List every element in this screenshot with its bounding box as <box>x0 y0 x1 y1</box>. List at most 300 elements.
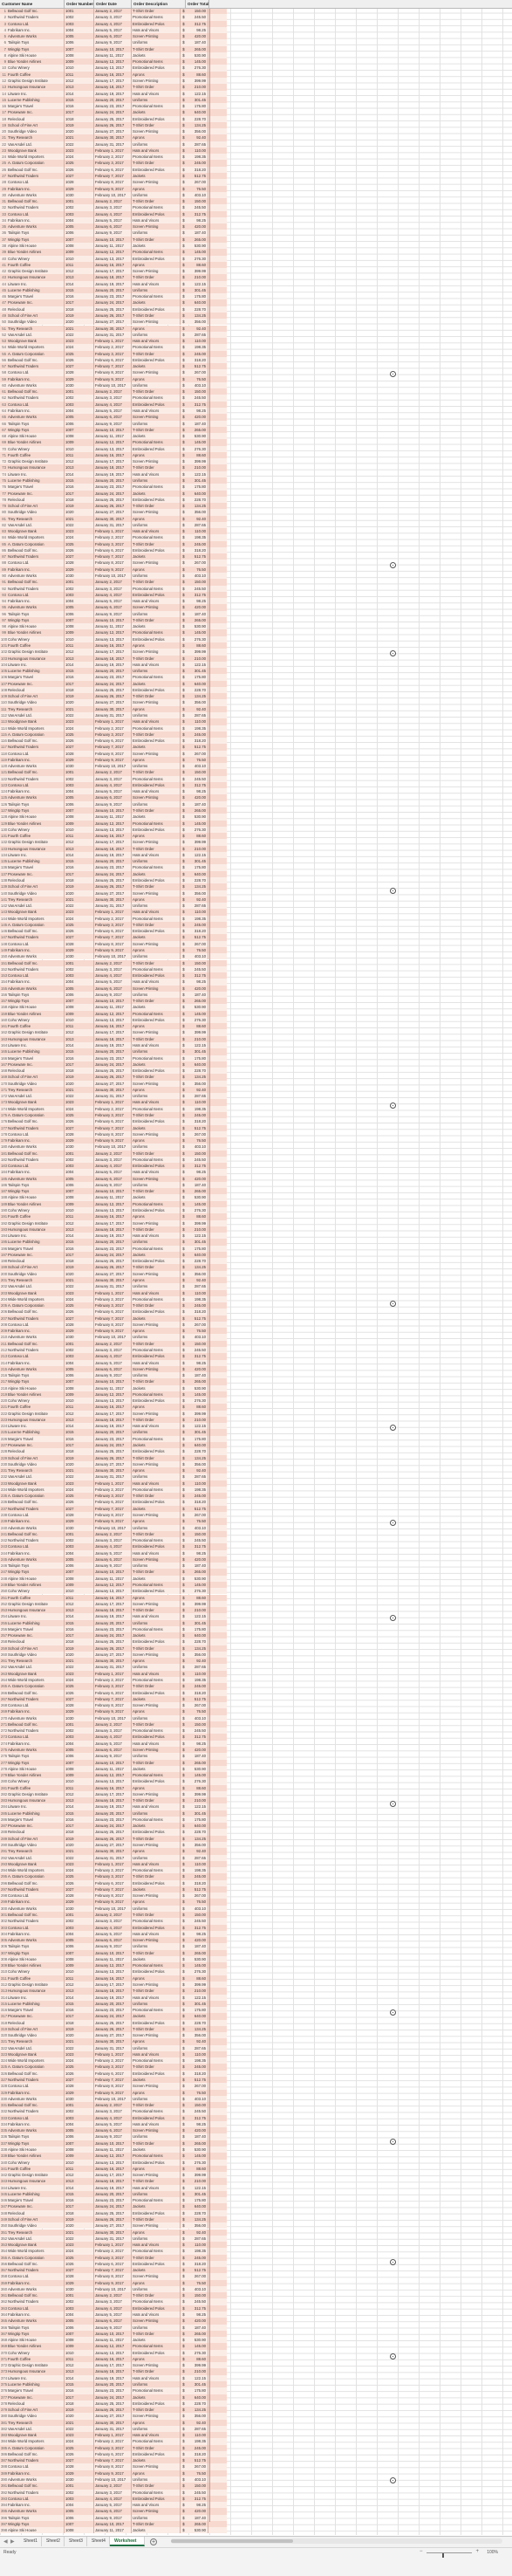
cell-currency-symbol[interactable]: $ <box>182 1995 185 2000</box>
table-row[interactable] <box>0 2013 227 2019</box>
cell-order-date[interactable]: February 6, 2017 <box>94 1309 132 1315</box>
cell-order-total[interactable]: 145.00 <box>186 1011 208 1017</box>
table-row[interactable] <box>0 2305 227 2312</box>
cell-order-date[interactable]: January 16, 2017 <box>94 1975 132 1982</box>
cell-customer-name[interactable]: Blue Yonder Airlines <box>7 1391 65 1398</box>
cell-order-number[interactable]: 1005 <box>65 1556 94 1563</box>
table-row[interactable] <box>0 890 227 896</box>
cell-order-description[interactable]: Embroidered Polos <box>132 928 181 934</box>
cell-order-total[interactable]: 312.75 <box>186 402 208 408</box>
cell-order-total[interactable]: 512.75 <box>186 1886 208 1893</box>
cell-order-date[interactable]: January 26, 2017 <box>94 313 132 319</box>
cell-customer-name[interactable]: Fabrikam Inc. <box>7 186 65 192</box>
cell-order-description[interactable]: Uniforms <box>132 192 181 198</box>
cell-customer-name[interactable]: Fabrikam Inc. <box>7 1708 65 1714</box>
cell-order-description[interactable]: Promotional Items <box>132 2387 181 2394</box>
table-row[interactable] <box>0 2083 227 2089</box>
row-number[interactable]: 195 <box>1 1240 7 1245</box>
cell-order-description[interactable]: Embroidered Polos <box>132 402 181 408</box>
cell-currency-symbol[interactable]: $ <box>182 1766 185 1771</box>
cell-currency-symbol[interactable]: $ <box>182 1081 185 1086</box>
cell-customer-name[interactable]: Margie's Travel <box>7 1436 65 1442</box>
row-number[interactable]: 315 <box>1 2001 7 2006</box>
cell-currency-symbol[interactable]: $ <box>182 605 185 610</box>
cell-order-date[interactable]: January 4, 2017 <box>94 402 132 408</box>
cell-customer-name[interactable]: Bellwood Golf Inc. <box>7 2292 65 2298</box>
cell-currency-symbol[interactable]: $ <box>182 1208 185 1213</box>
cell-order-description[interactable]: Uniforms <box>132 611 181 617</box>
header-order-date[interactable]: Order Date <box>94 0 132 8</box>
row-number[interactable]: 129 <box>1 821 7 826</box>
cell-currency-symbol[interactable]: $ <box>182 1024 185 1029</box>
cell-order-number[interactable]: 1022 <box>65 2236 94 2242</box>
cell-order-description[interactable]: Hats and Visors <box>132 1613 181 1619</box>
cell-order-number[interactable]: 1028 <box>65 369 94 375</box>
table-row[interactable] <box>0 1671 227 1677</box>
cell-order-number[interactable]: 1003 <box>65 782 94 788</box>
table-row[interactable] <box>0 1867 227 1873</box>
row-number[interactable]: 121 <box>1 770 7 775</box>
cell-order-date[interactable]: January 12, 2017 <box>94 1201 132 1207</box>
cell-currency-symbol[interactable]: $ <box>182 890 185 896</box>
cell-order-number[interactable]: 1029 <box>65 567 94 573</box>
cell-order-number[interactable]: 1023 <box>65 1671 94 1677</box>
cell-order-number[interactable]: 1005 <box>65 604 94 610</box>
cell-order-number[interactable]: 1003 <box>65 1925 94 1931</box>
cell-order-total[interactable]: 92.40 <box>186 1848 208 1854</box>
cell-order-description[interactable]: T-Shirt Order <box>132 84 181 90</box>
cell-customer-name[interactable]: VanArsdel Ltd. <box>7 332 65 338</box>
cell-order-date[interactable]: January 12, 2017 <box>94 439 132 445</box>
cell-customer-name[interactable]: Blue Yonder Airlines <box>7 58 65 65</box>
cell-currency-symbol[interactable]: $ <box>182 681 185 686</box>
cell-order-description[interactable]: Screen Printing <box>132 2463 181 2470</box>
table-row[interactable] <box>0 2216 227 2222</box>
cell-customer-name[interactable]: Blue Yonder Airlines <box>7 249 65 255</box>
table-row[interactable] <box>0 1411 227 1417</box>
table-row[interactable] <box>0 2153 227 2159</box>
cell-order-description[interactable]: T-Shirt Order <box>132 883 181 890</box>
cell-currency-symbol[interactable]: $ <box>182 2381 185 2387</box>
cell-currency-symbol[interactable]: $ <box>182 2433 185 2438</box>
cell-customer-name[interactable]: Southridge Video <box>7 2222 65 2229</box>
table-row[interactable] <box>0 1239 227 1245</box>
cell-customer-name[interactable]: Wingtip Toys <box>7 2521 65 2527</box>
cell-currency-symbol[interactable]: $ <box>182 1157 185 1162</box>
cell-customer-name[interactable]: Humongous Insurance <box>7 274 65 280</box>
table-row[interactable] <box>0 623 227 629</box>
row-number[interactable]: 234 <box>1 1487 7 1492</box>
row-number[interactable]: 191 <box>1 1214 7 1219</box>
cell-order-date[interactable]: January 26, 2017 <box>94 1645 132 1652</box>
cell-order-date[interactable]: January 2, 2017 <box>94 198 132 204</box>
cell-order-number[interactable]: 1001 <box>65 1341 94 1347</box>
cell-currency-symbol[interactable]: $ <box>182 1804 185 1810</box>
cell-order-description[interactable]: Promotional Items <box>132 2248 181 2254</box>
table-row[interactable] <box>0 319 227 325</box>
cell-order-date[interactable]: January 30, 2017 <box>94 2038 132 2044</box>
cell-order-date[interactable]: January 30, 2017 <box>94 1848 132 1854</box>
cell-order-description[interactable]: Hats and Visors <box>132 1995 181 2001</box>
cell-order-date[interactable]: February 1, 2017 <box>94 528 132 534</box>
table-row[interactable] <box>0 1829 227 1835</box>
cell-order-number[interactable]: 1024 <box>65 2057 94 2064</box>
cell-order-date[interactable]: February 9, 2017 <box>94 2470 132 2476</box>
cell-order-date[interactable]: February 2, 2017 <box>94 725 132 732</box>
cell-order-date[interactable]: January 4, 2017 <box>94 1543 132 1549</box>
cell-order-total[interactable]: 145.00 <box>186 1201 208 1207</box>
cell-currency-symbol[interactable]: $ <box>182 332 185 337</box>
cell-order-number[interactable]: 1002 <box>65 2298 94 2305</box>
cell-order-total[interactable]: 267.00 <box>186 751 208 757</box>
cell-order-description[interactable]: Screen Printing <box>132 78 181 84</box>
cell-customer-name[interactable]: School of Fine Art <box>7 883 65 890</box>
cell-order-description[interactable]: Jackets <box>132 814 181 820</box>
cell-order-date[interactable]: January 17, 2017 <box>94 1220 132 1226</box>
table-row[interactable] <box>0 1417 227 1423</box>
row-number[interactable]: 139 <box>1 884 7 890</box>
row-number[interactable]: 150 <box>1 954 7 959</box>
cell-order-date[interactable]: February 3, 2017 <box>94 2064 132 2070</box>
cell-order-total[interactable]: 92.40 <box>186 896 208 903</box>
cell-currency-symbol[interactable]: $ <box>182 801 185 807</box>
table-row[interactable] <box>0 2229 227 2236</box>
row-number[interactable]: 205 <box>1 1303 7 1309</box>
cell-order-total[interactable]: 399.99 <box>186 1411 208 1417</box>
cell-order-total[interactable]: 122.15 <box>186 1233 208 1239</box>
cell-currency-symbol[interactable]: $ <box>182 2160 185 2165</box>
cell-order-number[interactable]: 1029 <box>65 757 94 763</box>
table-row[interactable] <box>0 1048 227 1054</box>
cell-order-date[interactable]: January 27, 2017 <box>94 699 132 705</box>
row-number[interactable]: 102 <box>1 649 7 655</box>
cell-order-description[interactable]: Jackets <box>132 2013 181 2019</box>
row-number[interactable]: 267 <box>1 1696 7 1701</box>
cell-order-number[interactable]: 1014 <box>65 1613 94 1619</box>
cell-currency-symbol[interactable]: $ <box>182 421 185 426</box>
row-number[interactable]: 266 <box>1 1690 7 1695</box>
table-row[interactable] <box>0 2337 227 2343</box>
cell-currency-symbol[interactable]: $ <box>182 300 185 306</box>
table-row[interactable] <box>0 1531 227 1537</box>
cell-order-total[interactable]: 301.45 <box>186 97 208 103</box>
cell-customer-name[interactable]: Southridge Video <box>7 509 65 515</box>
cell-order-date[interactable]: January 12, 2017 <box>94 2153 132 2159</box>
cell-order-description[interactable]: Screen Printing <box>132 1601 181 1607</box>
cell-order-description[interactable]: Embroidered Polos <box>132 1309 181 1315</box>
table-row[interactable] <box>0 2077 227 2083</box>
cell-order-description[interactable]: Aprons <box>132 1328 181 1334</box>
table-row[interactable] <box>0 1543 227 1549</box>
cell-order-description[interactable]: Aprons <box>132 452 181 458</box>
cell-order-date[interactable]: January 19, 2017 <box>94 852 132 858</box>
cell-order-description[interactable]: Hats and Visors <box>132 662 181 668</box>
cell-order-description[interactable]: Jackets <box>132 52 181 58</box>
table-row[interactable] <box>0 560 227 566</box>
cell-order-date[interactable]: January 31, 2017 <box>94 712 132 718</box>
cell-currency-symbol[interactable]: $ <box>182 1506 185 1511</box>
cell-order-total[interactable]: 356.00 <box>186 890 208 896</box>
cell-customer-name[interactable]: Trey Research <box>7 706 65 712</box>
cell-order-number[interactable]: 1029 <box>65 1518 94 1524</box>
cell-order-number[interactable]: 1005 <box>65 794 94 800</box>
cell-currency-symbol[interactable]: $ <box>182 1417 185 1422</box>
cell-order-number[interactable]: 1006 <box>65 1943 94 1949</box>
table-row[interactable] <box>0 604 227 610</box>
cell-order-number[interactable]: 1029 <box>65 1708 94 1714</box>
row-number[interactable]: 196 <box>1 1246 7 1251</box>
cell-order-total[interactable]: 403.10 <box>186 1144 208 1150</box>
cell-order-description[interactable]: Promotional Items <box>132 1817 181 1823</box>
cell-order-description[interactable]: Hats and Visors <box>132 598 181 604</box>
table-row[interactable] <box>0 732 227 738</box>
cell-customer-name[interactable]: Northwind Traders <box>7 1537 65 1543</box>
cell-order-date[interactable]: February 10, 2017 <box>94 2286 132 2292</box>
table-row[interactable] <box>0 934 227 940</box>
cell-order-description[interactable]: Uniforms <box>132 1239 181 1245</box>
cell-order-description[interactable]: Screen Printing <box>132 986 181 992</box>
row-number[interactable]: 251 <box>1 1595 7 1600</box>
cell-currency-symbol[interactable]: $ <box>182 364 185 369</box>
cell-currency-symbol[interactable]: $ <box>182 719 185 725</box>
cell-customer-name[interactable]: Woodgrove Bank <box>7 338 65 344</box>
row-number[interactable]: 9 <box>3 59 6 65</box>
row-number[interactable]: 80 <box>2 510 6 515</box>
row-number[interactable]: 190 <box>1 1208 7 1213</box>
cell-currency-symbol[interactable]: $ <box>182 1849 185 1854</box>
cell-order-date[interactable]: February 6, 2017 <box>94 167 132 173</box>
cell-order-description[interactable]: Promotional Items <box>132 293 181 299</box>
cell-order-number[interactable]: 1017 <box>65 109 94 115</box>
cell-order-total[interactable]: 198.35 <box>186 154 208 160</box>
cell-order-date[interactable]: January 20, 2017 <box>94 2191 132 2197</box>
cell-order-date[interactable]: January 12, 2017 <box>94 1962 132 1968</box>
cell-currency-symbol[interactable]: $ <box>182 2026 185 2031</box>
cell-order-description[interactable]: Embroidered Polos <box>132 1638 181 1645</box>
row-number[interactable]: 297 <box>1 1886 7 1892</box>
cell-currency-symbol[interactable]: $ <box>182 1087 185 1092</box>
cell-order-number[interactable]: 1008 <box>65 52 94 58</box>
row-number[interactable]: 373 <box>1 2369 7 2374</box>
cell-order-description[interactable]: Embroidered Polos <box>132 446 181 452</box>
table-row[interactable] <box>0 2191 227 2197</box>
cell-order-date[interactable]: January 31, 2017 <box>94 2045 132 2051</box>
cell-order-number[interactable]: 1009 <box>65 1582 94 1588</box>
cell-order-total[interactable]: 145.00 <box>186 2343 208 2349</box>
cell-order-description[interactable]: Uniforms <box>132 141 181 148</box>
row-number[interactable]: 67 <box>2 427 6 432</box>
cell-order-date[interactable]: January 27, 2017 <box>94 1652 132 1658</box>
cell-currency-symbol[interactable]: $ <box>182 1246 185 1251</box>
row-number[interactable]: 7 <box>3 46 6 52</box>
cell-order-total[interactable]: 98.25 <box>186 1550 208 1556</box>
cell-order-total[interactable]: 145.00 <box>186 439 208 445</box>
cell-currency-symbol[interactable]: $ <box>182 1836 185 1841</box>
row-number[interactable]: 221 <box>1 1405 7 1410</box>
cell-customer-name[interactable]: Adventure Works <box>7 1747 65 1753</box>
cell-order-total[interactable]: 175.80 <box>186 1817 208 1823</box>
cell-order-number[interactable]: 1022 <box>65 522 94 528</box>
cell-order-number[interactable]: 1012 <box>65 649 94 655</box>
row-number[interactable]: 52 <box>2 332 6 337</box>
cell-order-date[interactable]: January 16, 2017 <box>94 1213 132 1219</box>
cell-customer-name[interactable]: Proseware Inc. <box>7 1442 65 1448</box>
cell-order-description[interactable]: Aprons <box>132 1518 181 1524</box>
row-number[interactable]: 109 <box>1 694 7 699</box>
cell-customer-name[interactable]: Litware Inc. <box>7 1042 65 1048</box>
cell-customer-name[interactable]: Blue Yonder Airlines <box>7 1011 65 1017</box>
cell-order-total[interactable]: 512.75 <box>186 1125 208 1131</box>
cell-order-description[interactable]: Aprons <box>132 1899 181 1905</box>
cell-order-number[interactable]: 1004 <box>65 1169 94 1175</box>
cell-customer-name[interactable]: Woodgrove Bank <box>7 2432 65 2438</box>
table-row[interactable] <box>0 2032 227 2038</box>
cell-order-total[interactable]: 175.80 <box>186 2387 208 2394</box>
cell-customer-name[interactable]: Coho Winery <box>7 2350 65 2356</box>
cell-order-number[interactable]: 1007 <box>65 1188 94 1194</box>
cell-order-date[interactable]: January 17, 2017 <box>94 1791 132 1797</box>
cell-order-date[interactable]: January 17, 2017 <box>94 839 132 845</box>
cell-currency-symbol[interactable]: $ <box>182 662 185 667</box>
table-row[interactable] <box>0 1061 227 1068</box>
cell-order-total[interactable]: 276.30 <box>186 1588 208 1594</box>
table-row[interactable] <box>0 167 227 173</box>
row-number[interactable]: 88 <box>2 560 6 566</box>
cell-order-description[interactable]: Screen Printing <box>132 1411 181 1417</box>
table-row[interactable] <box>0 256 227 262</box>
cell-order-description[interactable]: Screen Printing <box>132 1366 181 1372</box>
cell-order-description[interactable]: Promotional Items <box>132 629 181 635</box>
cell-order-total[interactable]: 640.00 <box>186 2394 208 2401</box>
cell-customer-name[interactable]: Contoso Ltd. <box>7 1353 65 1359</box>
cell-order-number[interactable]: 1016 <box>65 2197 94 2203</box>
cell-order-number[interactable]: 1026 <box>65 1118 94 1124</box>
cell-customer-name[interactable]: Lucerne Publishing <box>7 1620 65 1626</box>
row-number[interactable]: 82 <box>2 522 6 527</box>
row-number[interactable]: 21 <box>2 135 6 141</box>
cell-order-description[interactable]: Screen Printing <box>132 33 181 39</box>
cell-order-number[interactable]: 1030 <box>65 2286 94 2292</box>
cell-currency-symbol[interactable]: $ <box>182 700 185 705</box>
cell-order-total[interactable]: 245.00 <box>186 1493 208 1499</box>
cell-customer-name[interactable]: Bellwood Golf Inc. <box>7 167 65 173</box>
cell-customer-name[interactable]: Wingtip Toys <box>7 237 65 243</box>
table-row[interactable] <box>0 668 227 674</box>
cell-order-number[interactable]: 1014 <box>65 1233 94 1239</box>
cell-order-number[interactable]: 1014 <box>65 471 94 477</box>
row-number[interactable]: 159 <box>1 1011 7 1016</box>
table-row[interactable] <box>0 2312 227 2318</box>
cell-order-total[interactable]: 98.25 <box>186 2502 208 2508</box>
cell-order-date[interactable]: February 2, 2017 <box>94 1487 132 1493</box>
table-row[interactable] <box>0 1290 227 1296</box>
cell-customer-name[interactable]: Contoso Ltd. <box>7 782 65 788</box>
cell-currency-symbol[interactable]: $ <box>182 465 185 471</box>
table-row[interactable] <box>0 14 227 20</box>
cell-currency-symbol[interactable]: $ <box>182 852 185 857</box>
cell-order-total[interactable]: 301.45 <box>186 1429 208 1435</box>
table-row[interactable] <box>0 896 227 903</box>
cell-order-total[interactable]: 88.60 <box>186 1023 208 1029</box>
cell-customer-name[interactable]: Humongous Insurance <box>7 846 65 852</box>
row-number[interactable]: 101 <box>1 643 7 648</box>
cell-currency-symbol[interactable]: $ <box>182 313 185 318</box>
cell-order-total[interactable]: 276.30 <box>186 2160 208 2166</box>
row-number[interactable]: 63 <box>2 402 6 407</box>
cell-order-description[interactable]: Uniforms <box>132 1906 181 1912</box>
cell-currency-symbol[interactable]: $ <box>182 1614 185 1619</box>
table-row[interactable] <box>0 1473 227 1480</box>
cell-order-description[interactable]: Screen Printing <box>132 2222 181 2229</box>
row-number[interactable]: 136 <box>1 865 7 870</box>
cell-order-number[interactable]: 1009 <box>65 821 94 827</box>
row-number[interactable]: 398 <box>1 2528 7 2533</box>
cell-order-number[interactable]: 1013 <box>65 1417 94 1423</box>
cell-order-date[interactable]: February 8, 2017 <box>94 2273 132 2279</box>
table-row[interactable] <box>0 141 227 148</box>
cell-order-date[interactable]: January 4, 2017 <box>94 592 132 598</box>
cell-order-number[interactable]: 1004 <box>65 2121 94 2127</box>
row-number[interactable]: 323 <box>1 2051 7 2057</box>
cell-order-date[interactable]: January 13, 2017 <box>94 1588 132 1594</box>
cell-order-date[interactable]: January 6, 2017 <box>94 1176 132 1182</box>
cell-order-description[interactable]: Hats and Visors <box>132 2185 181 2191</box>
table-row[interactable] <box>0 998 227 1004</box>
cell-currency-symbol[interactable]: $ <box>182 1112 185 1117</box>
cell-order-description[interactable]: Jackets <box>132 1315 181 1322</box>
cell-order-total[interactable]: 134.25 <box>186 883 208 890</box>
cell-currency-symbol[interactable]: $ <box>182 1861 185 1866</box>
table-row[interactable] <box>0 2286 227 2292</box>
cell-currency-symbol[interactable]: $ <box>182 161 185 166</box>
cell-customer-name[interactable]: Graphic Design Institute <box>7 458 65 464</box>
cell-customer-name[interactable]: Litware Inc. <box>7 471 65 477</box>
table-row[interactable] <box>0 2496 227 2502</box>
row-number[interactable]: 41 <box>2 262 6 267</box>
row-number[interactable]: 96 <box>2 611 6 616</box>
cell-order-total[interactable]: 76.50 <box>186 1328 208 1334</box>
cell-currency-symbol[interactable]: $ <box>182 541 185 546</box>
cell-order-description[interactable]: Embroidered Polos <box>132 1448 181 1454</box>
table-row[interactable] <box>0 1360 227 1366</box>
cell-currency-symbol[interactable]: $ <box>182 52 185 58</box>
cell-order-date[interactable]: January 27, 2017 <box>94 1842 132 1848</box>
cell-order-date[interactable]: January 11, 2017 <box>94 1576 132 1582</box>
cell-order-date[interactable]: January 13, 2017 <box>94 65 132 71</box>
cell-order-description[interactable]: Embroidered Polos <box>132 972 181 979</box>
cell-order-number[interactable]: 1008 <box>65 433 94 439</box>
table-row[interactable] <box>0 249 227 255</box>
cell-customer-name[interactable]: Fabrikam Inc. <box>7 2312 65 2318</box>
cell-customer-name[interactable]: Relecloud <box>7 1448 65 1454</box>
cell-order-date[interactable]: January 9, 2017 <box>94 421 132 427</box>
cell-order-description[interactable]: Screen Printing <box>132 2413 181 2419</box>
cell-customer-name[interactable]: Southridge Video <box>7 319 65 325</box>
cell-order-number[interactable]: 1007 <box>65 2140 94 2147</box>
cell-order-total[interactable]: 134.25 <box>186 2216 208 2222</box>
cell-customer-name[interactable]: Wide World Importers <box>7 1487 65 1493</box>
cell-customer-name[interactable]: Adventure Works <box>7 794 65 800</box>
cell-currency-symbol[interactable]: $ <box>182 1601 185 1606</box>
cell-order-description[interactable]: Promotional Items <box>132 725 181 732</box>
row-number[interactable]: 161 <box>1 1024 7 1029</box>
cell-order-date[interactable]: January 10, 2017 <box>94 1188 132 1194</box>
cell-currency-symbol[interactable]: $ <box>182 757 185 762</box>
cell-currency-symbol[interactable]: $ <box>182 122 185 127</box>
row-number[interactable]: 35 <box>2 224 6 230</box>
cell-order-number[interactable]: 1025 <box>65 1493 94 1499</box>
cell-customer-name[interactable]: Tailspin Toys <box>7 1563 65 1569</box>
